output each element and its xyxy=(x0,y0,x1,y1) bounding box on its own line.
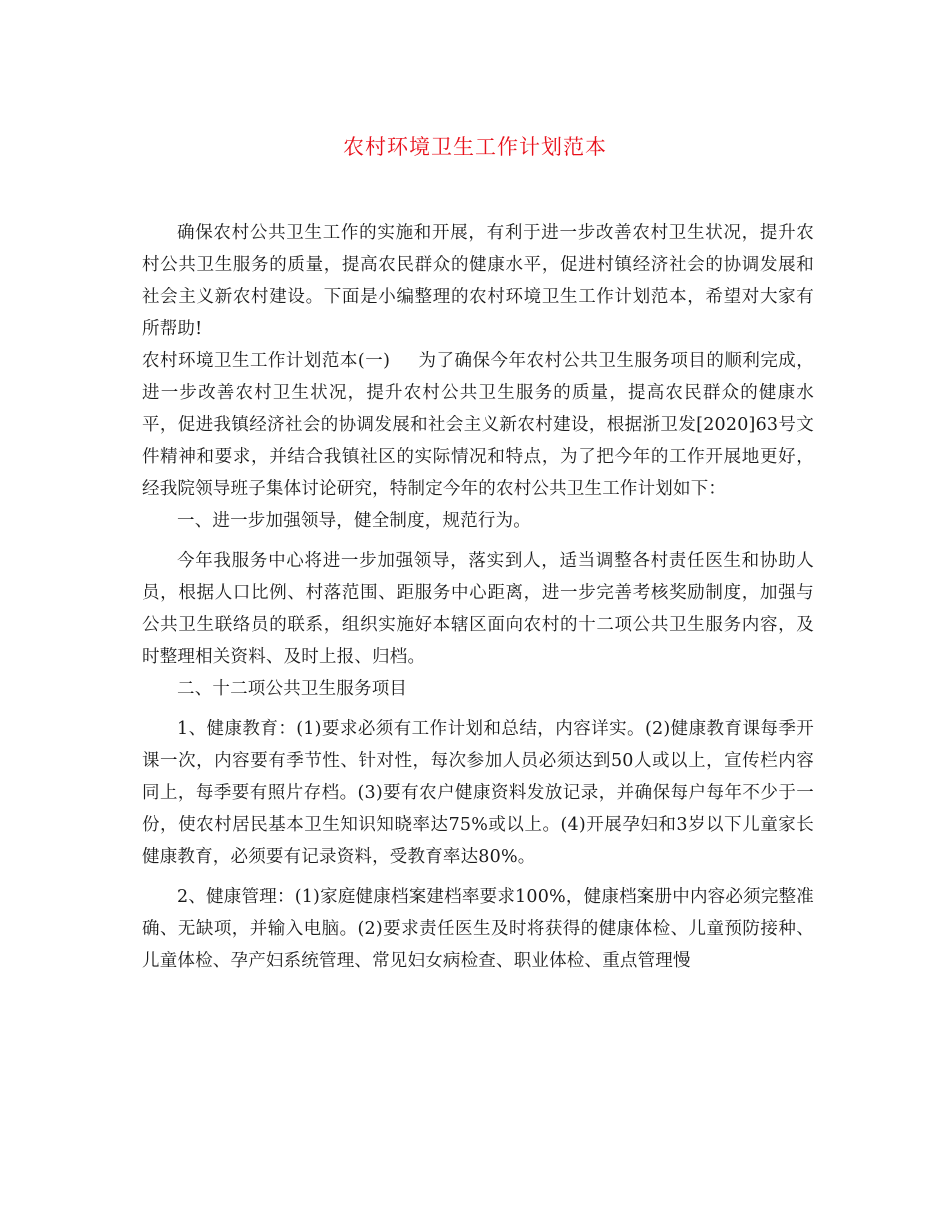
section-heading: 农村环境卫生工作计划范本(一) xyxy=(142,351,391,371)
section-one-paragraph xyxy=(142,345,814,505)
point-two-heading: 二、十二项公共卫生服务项目 xyxy=(177,679,408,699)
section-one-text: 为了确保今年农村公共卫生服务项目的顺利完成，进一步改善农村卫生状况，提升农村公共卫生服务的质量，提高农民群众的健康水平，促进我镇经济社会的协调发展和社会主义新农村建设，根据浙卫发[2020]63号文件精神和要求，并结合我镇社区的实际情况和特点，为了把今年的工作开展地更好，经我院领导班子集体讨论研究，特制定今年的农村公共卫生工作计划如下： xyxy=(142,351,814,499)
intro-paragraph: 确保农村公共卫生工作的实施和开展，有利于进一步改善农村卫生状况，提升农村公共卫生服务的质量，提高农民群众的健康水平，促进村镇经济社会的协调发展和社会主义新农村建设。下面是小编整理的农村环境卫生工作计划范本，希望对大家有所帮助! xyxy=(142,223,814,339)
document-title: 农村环境卫生工作计划范本 xyxy=(343,135,607,159)
point-one-paragraph: 今年我服务中心将进一步加强领导，落实到人，适当调整各村责任医生和协助人员，根据人口比例、村落范围、距服务中心距离，进一步完善考核奖励制度，加强与公共卫生联络员的联系，组织实施好本辖区面向农村的十二项公共卫生服务内容，及时整理相关资料、及时上报、归档。 xyxy=(142,551,814,667)
health-management-paragraph: 2、健康管理：(1)家庭健康档案建档率要求100%，健康档案册中内容必须完整准确、无缺项，并输入电脑。(2)要求责任医生及时将获得的健康体检、儿童预防接种、儿童体检、孕产妇系统管理、常见妇女病检查、职业体检、重点管理慢 xyxy=(142,887,814,971)
document-body xyxy=(142,217,814,977)
health-education-paragraph: 1、健康教育：(1)要求必须有工作计划和总结，内容详实。(2)健康教育课每季开课一次，内容要有季节性、针对性，每次参加人员必须达到50人或以上，宣传栏内容同上，每季要有照片存档。(3)要有农户健康资料发放记录，并确保每户每年不少于一份，使农村居民基本卫生知识知晓率达75%或以上。(4)开展孕妇和3岁以下儿童家长健康教育，必须要有记录资料，受教育率达80%。 xyxy=(142,719,814,867)
point-one-heading: 一、进一步加强领导，健全制度，规范行为。 xyxy=(177,511,531,531)
